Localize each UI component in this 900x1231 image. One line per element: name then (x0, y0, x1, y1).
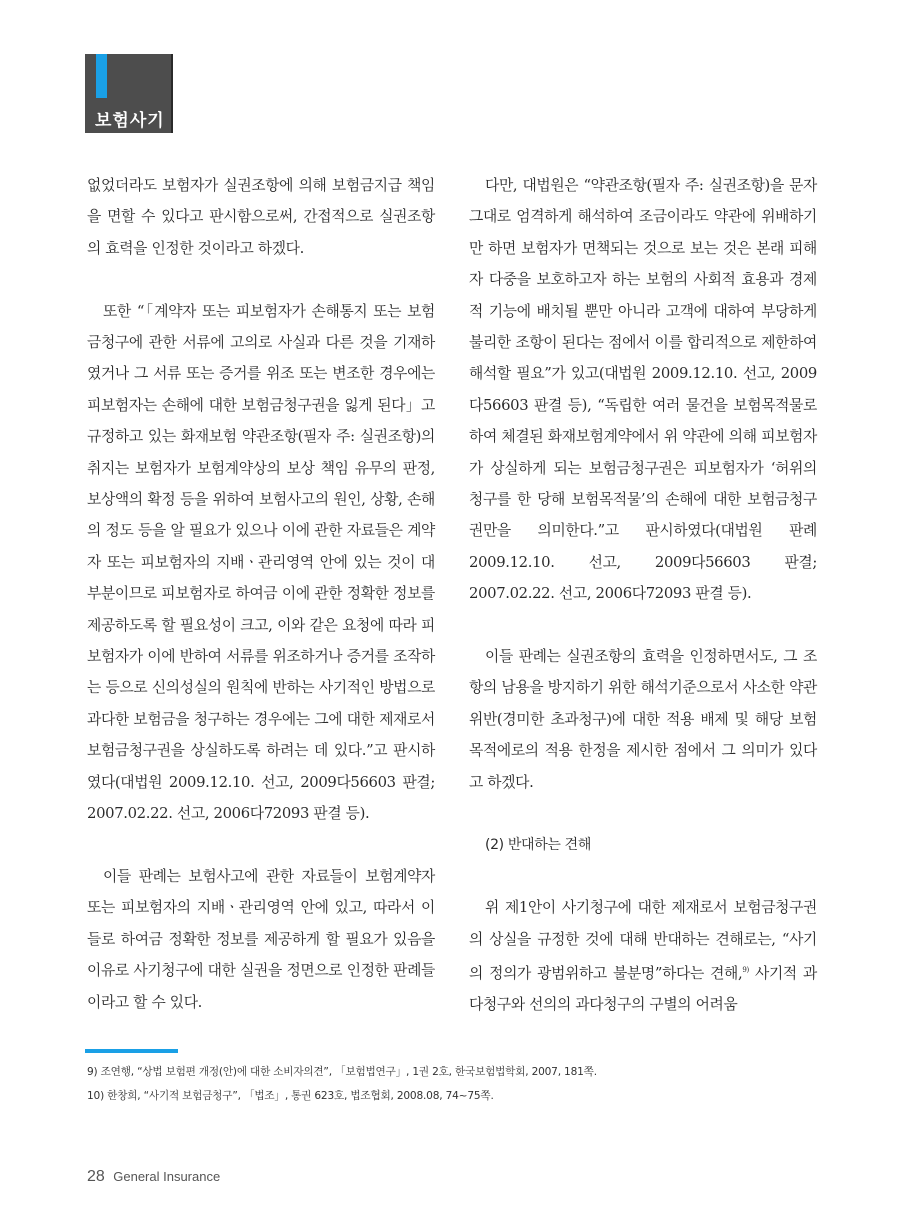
footnote-ref-9: 9) (742, 966, 749, 975)
publication-title: General Insurance (113, 1169, 221, 1184)
subsection-heading: (2) 반대하는 견해 (485, 836, 592, 853)
right-paragraph-3-text: 위 제1안이 사기청구에 대한 제재로서 보험금청구권의 상실을 규정한 것에 대해 반대하는 견해로는, “사기의 정의가 광범위하고 불분명”하다는 견해, (469, 899, 817, 983)
footnote-9: 9) 조연행, “상법 보험편 개정(안)에 대한 소비자의견”, 「보험법연구」, 1권 2호, 한국보험법학회, 2007, 181쪽. (87, 1066, 597, 1078)
section-label: 보험사기 (95, 111, 165, 131)
left-paragraph-2: 또한 “「계약자 또는 피보험자가 손해통지 또는 보험금청구에 관한 서류에 고의로 사실과 다른 것을 기재하였거나 그 서류 또는 증거를 위조 또는 변조한 경우에는 피보험자는 손해에 대한 보험금청구권을 잃게 된다」고 규정하고 있는 화재보험 약관조항(필자 주: 실권조항)의 취지는 보험자가 보험계약상의 보상 책임 유무의 판정, 보상액의 확정 등을 위하여 보험사고의 원인, 상황, 손해의 정도 등을 알 필요가 있으나 이에 관한 자료들은 계약자 또는 피보험자의 지배ㆍ관리영역 안에 있는 것이 대부분이므로 피보험자로 하여금 이에 관한 정확한 정보를 제공하도록 할 필요성이 크고, 이와 같은 요청에 따라 피보험자가 이에 반하여 서류를 위조하거나 증거를 조작하는 등으로 신의성실의 원칙에 반하는 사기적인 방법으로 과다한 보험금을 청구하는 경우에는 그에 대한 제재로서 보험금청구권을 상실하도록 하려는 데 있다.”고 판시하였다(대법원 2009.12.10. 선고, 2009다56603 판결; 2007.02.22. 선고, 2006다72093 판결 등). (87, 302, 435, 823)
section-accent-bar (96, 54, 107, 98)
left-paragraph-3: 이들 판례는 보험사고에 관한 자료들이 보험계약자 또는 피보험자의 지배ㆍ관리영역 안에 있고, 따라서 이들로 하여금 정확한 정보를 제공하게 할 필요가 있음을 이유로 사기청구에 대한 실권을 정면으로 인정한 판례들이라고 할 수 있다. (87, 867, 435, 1011)
right-paragraph-3-continued: 사기적 과다청구와 선의의 과다청구의 구별의 어려움 (469, 965, 818, 1014)
left-column (87, 170, 435, 1018)
right-paragraph-1: 다만, 대법원은 “약관조항(필자 주: 실권조항)을 문자 그대로 엄격하게 해석하여 조금이라도 약관에 위배하기만 하면 보험자가 면책되는 것으로 보는 것은 본래 피해자 다중을 보호하고자 하는 보험의 사회적 효용과 경제적 기능에 배치될 뿐만 아니라 고객에 대하여 부당하게 불리한 조항이 된다는 점에서 이를 합리적으로 제한하여 해석할 필요”가 있고(대법원 2009.12.10. 선고, 2009다56603 판결 등), “독립한 여러 물건을 보험목적물로 하여 체결된 화재보험계약에서 위 약관에 의해 피보험자가 상실하게 되는 보험금청구권은 피보험자가 ‘허위의 청구를 한 당해 보험목적물’의 손해에 대한 보험금청구권만을 의미한다.”고 판시하였다(대법원 판례 2009.12.10. 선고, 2009다56603 판결; 2007.02.22. 선고, 2006다72093 판결 등). (469, 177, 817, 603)
page-number: 28 (87, 1168, 105, 1185)
right-paragraph-2: 이들 판례는 실권조항의 효력을 인정하면서도, 그 조항의 남용을 방지하기 위한 해석기준으로서 사소한 약관위반(경미한 초과청구)에 대한 적용 배제 및 해당 보험목적에로의 적용 한정을 제시한 점에서 그 의미가 있다고 하겠다. (469, 648, 817, 791)
footnotes (87, 1060, 847, 1108)
footnote-10: 10) 한창희, “사기적 보험금청구”, 「법조」, 통권 623호, 법조협회, 2008.08, 74~75쪽. (87, 1090, 494, 1102)
page-footer (87, 1168, 220, 1186)
right-paragraph-3 (469, 892, 817, 1021)
left-paragraph-1: 없었더라도 보험자가 실권조항에 의해 보험금지급 책임을 면할 수 있다고 판시함으로써, 간접적으로 실권조항의 효력을 인정한 것이라고 하겠다. (87, 177, 435, 257)
right-column (469, 170, 817, 1021)
footnote-rule (85, 1049, 178, 1053)
